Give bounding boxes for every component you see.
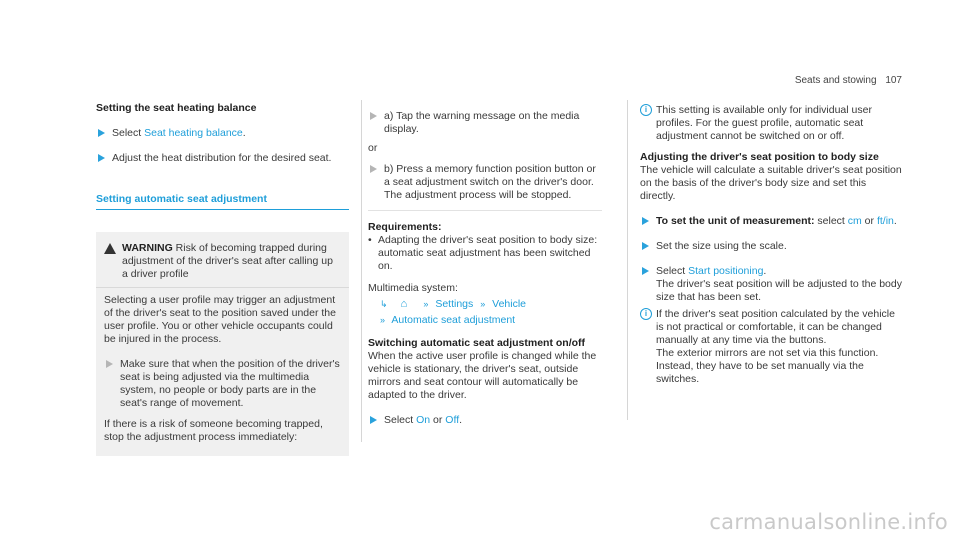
switching-body: When the active user profile is changed while the vehicle is stationary, the driver's seat, outside mirrors and seat contour will automatically be adapted to the driver.	[368, 350, 597, 401]
step-arrow-icon	[370, 112, 377, 120]
step-start-positioning: Select Start positioning. The driver's seat position will be adjusted to the body size that has been set.	[640, 265, 902, 304]
navigation-path-2	[368, 314, 602, 327]
page-header	[795, 74, 902, 87]
step-set-size: Set the size using the scale.	[640, 240, 902, 253]
adjust-title: Adjusting the driver's seat position to body size	[640, 151, 879, 163]
step-set-unit: To set the unit of measurement: select cm or ft/in.	[640, 215, 902, 228]
column-left	[96, 102, 349, 456]
home-icon[interactable]: ⌂	[400, 298, 408, 310]
start-body: The driver's seat position will be adjusted to the body size that has been set.	[656, 278, 902, 303]
seat-heating-balance-link[interactable]: Seat heating balance	[144, 127, 243, 139]
step-arrow-icon	[98, 154, 105, 162]
page-number: 107	[885, 75, 902, 86]
requirement-item: • Adapting the driver's seat position to body size: automatic seat adjustment has been switched on.	[368, 234, 602, 273]
divider	[96, 287, 349, 288]
multimedia-label: Multimedia system:	[368, 282, 458, 294]
warning-triangle-icon	[104, 243, 116, 254]
step-arrow-icon	[642, 242, 649, 250]
heading-seat-heating-balance: Setting the seat heating balance	[96, 102, 257, 114]
double-arrow-icon: »	[480, 299, 486, 309]
column-middle	[368, 102, 602, 427]
warning-header	[104, 242, 341, 281]
step-arrow-icon	[370, 165, 377, 173]
step-a: a) Tap the warning message on the media display.	[368, 110, 602, 136]
warning-body: Selecting a user profile may trigger an adjustment of the driver's seat to the position saved under the user profile. You or other vehicle occupants could be injured in the process.	[104, 294, 336, 345]
switching-title: Switching automatic seat adjustment on/off	[368, 337, 586, 349]
info-note-2: i If the driver's seat position calculated by the vehicle is not practical or comfortable, it can be changed manually at any time via the buttons. The exterior mirrors are not set via this function. Instead, they have to be set manually via the switches.	[640, 308, 902, 386]
requirements-title: Requirements:	[368, 221, 442, 233]
double-arrow-icon: »	[423, 299, 429, 309]
on-option[interactable]: On	[416, 414, 431, 426]
column-divider	[627, 100, 628, 420]
cm-option[interactable]: cm	[847, 215, 862, 227]
step-b: b) Press a memory function position button or a seat adjustment switch on the driver's door. The adjustment process will be stopped.	[368, 163, 602, 202]
step-select-balance: Select Seat heating balance.	[96, 127, 349, 140]
step-arrow-icon	[642, 267, 649, 275]
info-note-2b: The exterior mirrors are not set via this function. Instead, they have to be set manually via the switches.	[656, 347, 879, 385]
step-arrow-icon	[642, 217, 649, 225]
adjust-body: The vehicle will calculate a suitable driver's seat position on the basis of the driver's body size and set this directly.	[640, 164, 902, 202]
double-arrow-icon: »	[380, 315, 386, 325]
or-text: or	[368, 142, 378, 154]
info-icon: i	[640, 308, 652, 320]
return-arrow-icon: ↳	[380, 299, 388, 309]
step-arrow-icon	[106, 360, 113, 368]
warning-label: WARNING	[122, 242, 173, 254]
column-right	[640, 102, 902, 386]
warning-text: Risk of becoming trapped during adjustment of the driver's seat after calling up a driver profile	[122, 242, 333, 280]
warning-step: Make sure that when the position of the driver's seat is being adjusted via the multimedia system, no people or body parts are in the seat's range of movement.	[104, 358, 341, 410]
step-arrow-icon	[98, 129, 105, 137]
info-note: i This setting is available only for individual user profiles. For the guest profile, automatic seat adjustment cannot be switched on or off.	[640, 104, 902, 143]
step-arrow-icon	[370, 416, 377, 424]
column-divider	[361, 100, 362, 442]
warning-footer: If there is a risk of someone becoming trapped, stop the adjustment process immediately:	[104, 418, 323, 443]
warning-box	[96, 232, 349, 456]
watermark: carmanualsonline.info	[709, 510, 948, 534]
nav-settings[interactable]: Settings	[435, 298, 474, 310]
off-option[interactable]: Off	[445, 414, 460, 426]
start-positioning-link[interactable]: Start positioning	[688, 265, 764, 277]
section-name: Seats and stowing	[794, 75, 877, 86]
step-select-on-off: Select On or Off.	[368, 414, 602, 427]
divider	[368, 210, 602, 211]
navigation-path	[368, 298, 602, 311]
section-title-automatic-seat: Setting automatic seat adjustment	[96, 193, 349, 210]
step-adjust-heat: Adjust the heat distribution for the desired seat.	[96, 152, 349, 165]
nav-vehicle[interactable]: Vehicle	[492, 298, 526, 310]
ft-in-option[interactable]: ft/in	[876, 215, 894, 227]
nav-automatic-seat[interactable]: Automatic seat adjustment	[391, 314, 516, 326]
info-icon: i	[640, 104, 652, 116]
